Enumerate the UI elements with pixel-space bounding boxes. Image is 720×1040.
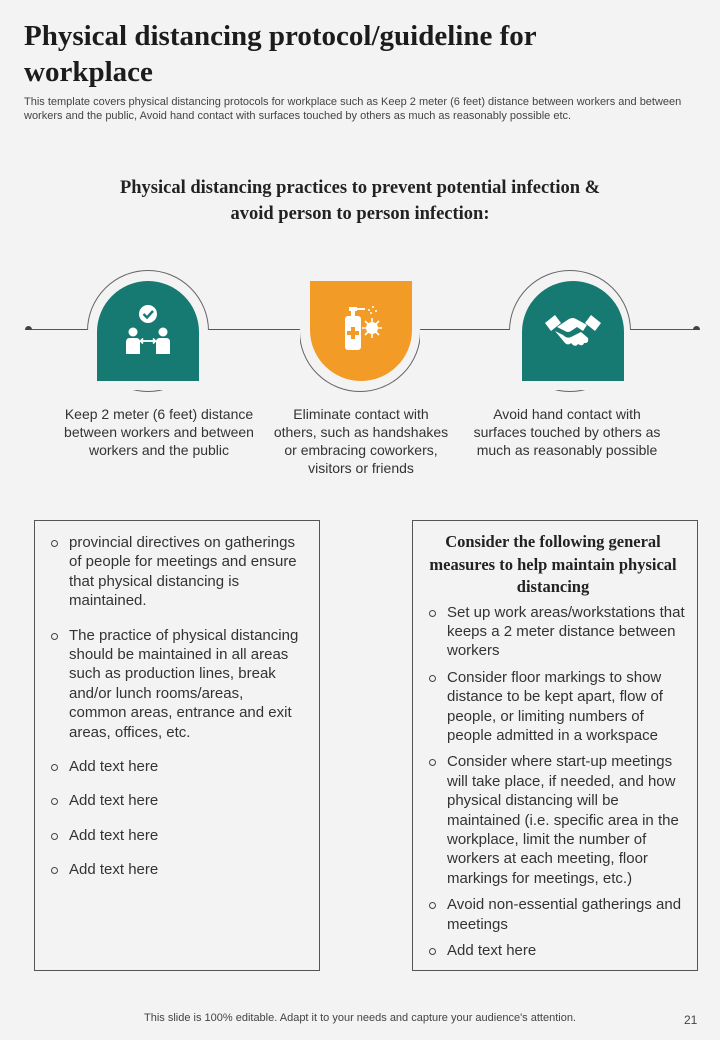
right-box-title: Consider the following general measures to help maintain physical distancing bbox=[429, 532, 677, 596]
practice-tile-2 bbox=[310, 281, 412, 381]
list-item: Consider where start-up meetings will take place, if needed, and how physical distancing will be maintained (i.e. specific area in the workplace, limit the number of workers at each meeting, floor markings for meetings, etc.) bbox=[421, 752, 685, 888]
list-item: Add text here bbox=[43, 826, 301, 845]
practice-tile-3 bbox=[522, 281, 624, 381]
practice-tile-1 bbox=[97, 281, 199, 381]
list-item: provincial directives on gatherings of people for meetings and ensure that physical distancing is maintained. bbox=[43, 533, 301, 611]
page-subtitle: This template covers physical distancing protocols for workplace such as Keep 2 meter (6 feet) distance between workers and between workers and the public, Avoid hand contact with surfaces touched by others as much as reasonably possible etc. bbox=[24, 96, 682, 122]
list-item: Add text here bbox=[43, 757, 301, 776]
list-item: Set up work areas/workstations that keeps a 2 meter distance between workers bbox=[421, 603, 685, 661]
practice-caption-1: Keep 2 meter (6 feet) distance between workers and between workers and the public bbox=[64, 406, 254, 458]
distance-people-icon bbox=[118, 301, 178, 361]
page-title: Physical distancing protocol/guideline for workplace bbox=[24, 20, 537, 88]
sanitizer-virus-icon bbox=[331, 301, 391, 361]
list-item: Avoid non-essential gatherings and meetings bbox=[421, 895, 685, 934]
list-item: Add text here bbox=[43, 860, 301, 879]
list-item: Consider floor markings to show distance to be kept apart, flow of people, or limiting numbers of people admitted in a workspace bbox=[421, 668, 685, 746]
list-item: The practice of physical distancing should be maintained in all areas such as production lines, break and/or lunch rooms/areas, common areas, entrance and exit areas, offices, etc. bbox=[43, 626, 301, 742]
section-heading: Physical distancing practices to prevent potential infection & avoid person to person infection: bbox=[119, 178, 601, 224]
left-info-box bbox=[34, 520, 320, 971]
handshake-icon bbox=[543, 301, 603, 361]
practice-caption-2: Eliminate contact with others, such as handshakes or embracing coworkers, visitors or friends bbox=[273, 406, 449, 476]
list-item: Add text here bbox=[43, 791, 301, 810]
right-info-box bbox=[412, 520, 698, 971]
list-item: Add text here bbox=[421, 941, 685, 960]
practice-caption-3: Avoid hand contact with surfaces touched by others as much as reasonably possible bbox=[473, 406, 661, 458]
footer-note: This slide is 100% editable. Adapt it to your needs and capture your audience's attention. bbox=[144, 1012, 576, 1024]
page-number: 21 bbox=[684, 1013, 698, 1027]
